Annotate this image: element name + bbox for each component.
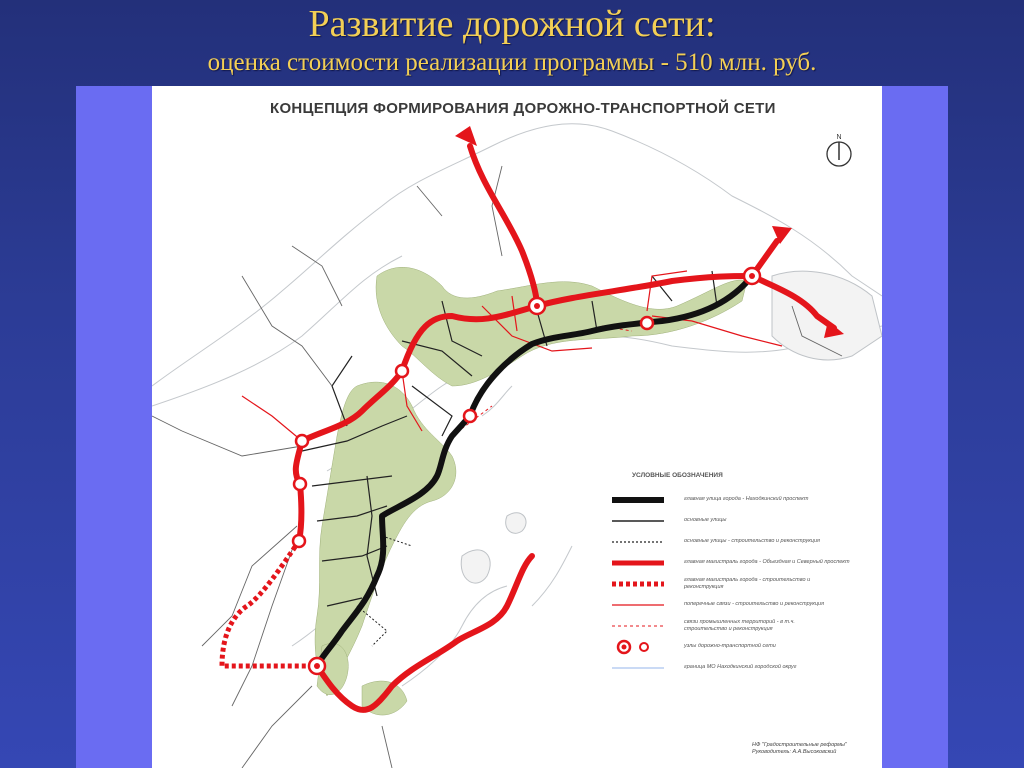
- basic-streets-symbol: [610, 513, 666, 529]
- legend-item: [610, 615, 850, 636]
- legend-item: [610, 489, 850, 510]
- main-highway-construction: [222, 541, 317, 666]
- legend-label-line1: связи промышленных территорий - в т.ч.: [684, 619, 795, 625]
- transverse-links-symbol: [610, 597, 666, 613]
- legend-label: основные улицы: [684, 517, 727, 524]
- transport-nodes-symbol: [610, 639, 666, 655]
- legend-item: [610, 510, 850, 531]
- legend-label-line2: строительство и реконструкция: [684, 625, 773, 632]
- legend-item: [610, 552, 850, 573]
- legend-label: граница МО Находкинский городской округ: [684, 664, 797, 671]
- compass-letter: N: [836, 134, 842, 141]
- legend-label: узлы дорожно-транспортной сети: [684, 643, 776, 650]
- legend-item: [610, 531, 850, 552]
- industrial-links-symbol: [610, 618, 666, 634]
- map-title: КОНЦЕПЦИЯ ФОРМИРОВАНИЯ ДОРОЖНО-ТРАНСПОРТНОЙ СЕТИ: [270, 100, 776, 117]
- credits-director: Руководитель: А.А.Высоковский: [752, 749, 837, 755]
- legend-label: главная улица города - Находкинский проспект: [684, 496, 809, 503]
- legend-label: [684, 619, 795, 632]
- legend-label: основные улицы - строительство и реконструкция: [684, 538, 820, 545]
- credits-organization: НФ "Градостроительные реформы": [752, 742, 847, 748]
- legend-heading: УСЛОВНЫЕ ОБОЗНАЧЕНИЯ: [632, 472, 723, 479]
- compass-icon: [822, 130, 856, 170]
- road-network-map: [152, 86, 882, 768]
- legend-item: [610, 636, 850, 657]
- legend-label: поперечные связи - строительство и реконструкция: [684, 601, 825, 608]
- main-street-symbol: [610, 492, 666, 508]
- north-arrow-head: [455, 126, 477, 146]
- slide-title: Развитие дорожной сети:: [308, 3, 716, 45]
- main-highway-symbol: [610, 555, 666, 571]
- legend-item: [610, 594, 850, 615]
- boundary-symbol: [610, 660, 666, 676]
- legend-label: главная магистраль города - Объездная и Северный проспект: [684, 559, 850, 566]
- map-legend: [610, 472, 850, 678]
- map-credits: [752, 742, 847, 756]
- slide-subtitle: оценка стоимости реализации программы - 510 млн. руб.: [207, 49, 817, 76]
- legend-item: [610, 657, 850, 678]
- basic-streets-construction-symbol: [610, 534, 666, 550]
- main-highway-construction-symbol: [610, 576, 666, 592]
- legend-label: главная магистраль города - строительство и реконструкция: [684, 577, 811, 590]
- legend-item: [610, 573, 850, 594]
